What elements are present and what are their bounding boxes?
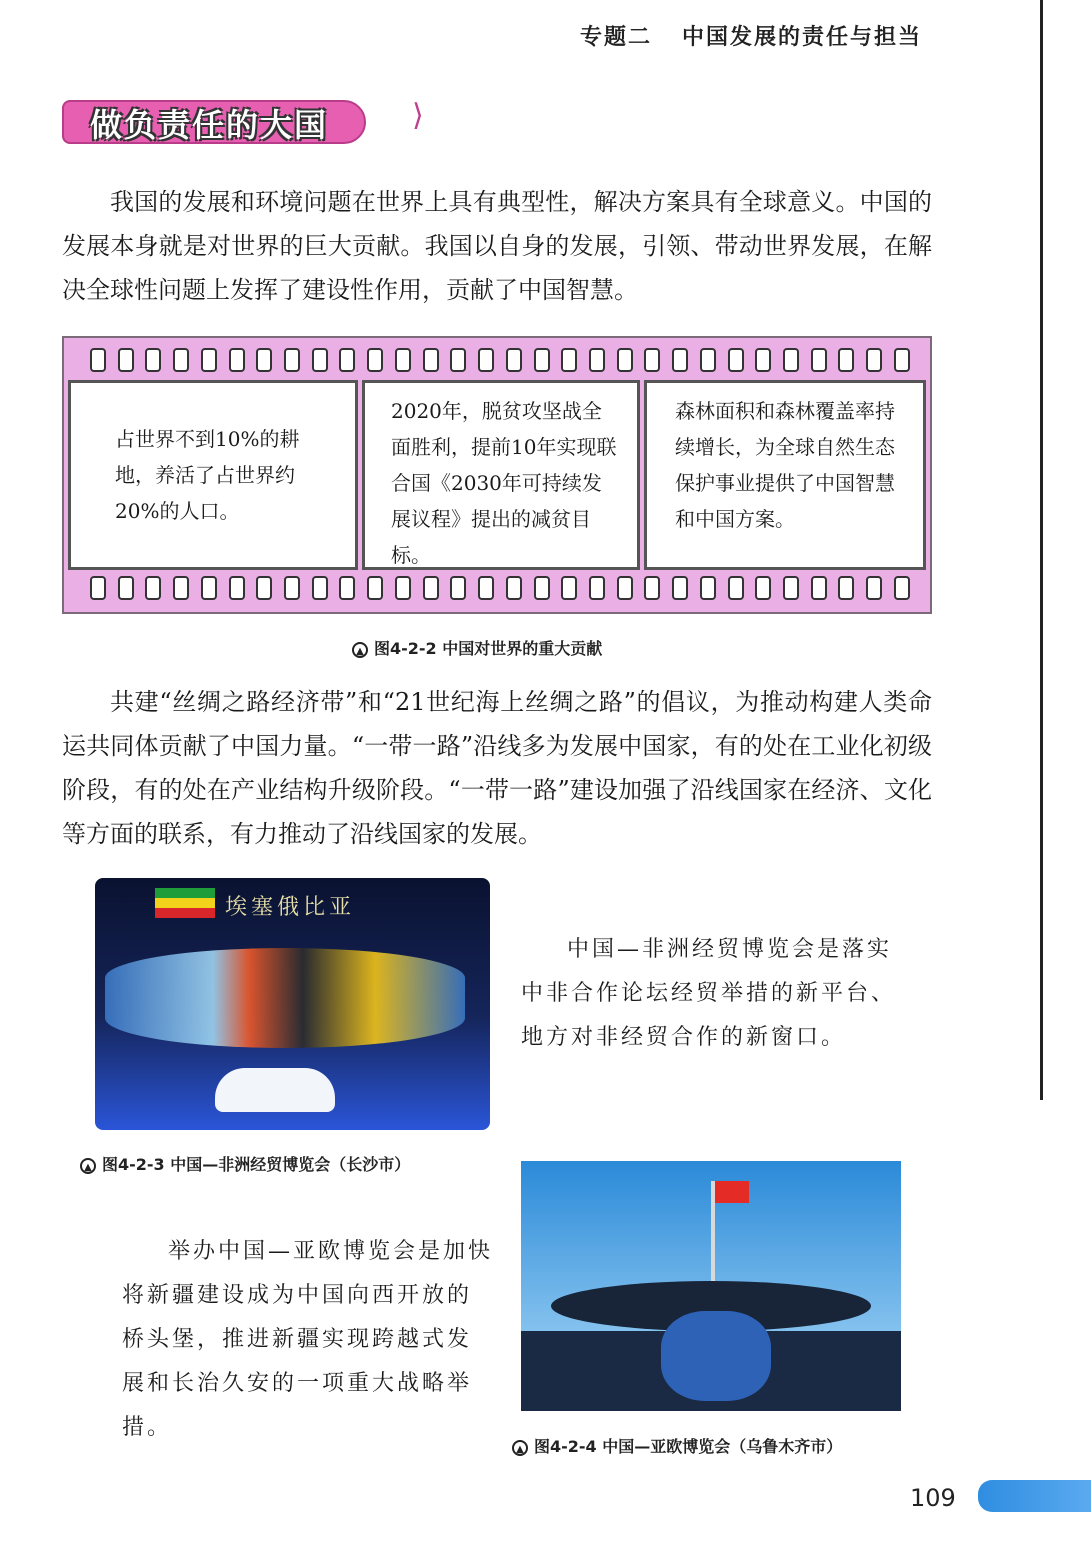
section-title: 做负责任的大国 [90,106,329,144]
banner-bracket-icon: ⟩ [412,98,424,133]
film-frame-2: 2020年，脱贫攻坚战全面胜利，提前10年实现联合国《2030年可持续发展议程》提出的减贫目标。 [362,380,640,570]
caption-text: 图4-2-4 中国—亚欧博览会（乌鲁木齐市） [534,1437,843,1456]
eurasia-expo-note: 举办中国—亚欧博览会是加快将新疆建设成为中国向西开放的桥头堡，推进新疆实现跨越式发展和长治久安的一项重大战略举措。 [122,1239,494,1440]
page-tab-decoration [978,1480,1091,1512]
caption-text: 图4-2-2 中国对世界的重大贡献 [374,639,603,658]
film-frame-1: 占世界不到10%的耕地，养活了占世界约20%的人口。 [68,380,358,570]
running-header [580,20,922,51]
header-title: 中国发展的责任与担当 [682,25,923,50]
figure-caption-4-2-4 [512,1434,842,1457]
plaza-sculpture [661,1311,771,1401]
africa-expo-photo [95,878,490,1130]
film-holes-bottom [90,576,910,602]
exhibit-stage [215,1068,335,1112]
section-banner [62,96,424,146]
figure-caption-4-2-2 [352,636,602,659]
belt-road-paragraph: 共建“丝绸之路经济带”和“21世纪海上丝绸之路”的倡议，为推动构建人类命运共同体贡献了中国力量。“一带一路”沿线多为发展中国家，有的处在工业化初级阶段，有的处在产业结构升级阶段。“一带一路”建设加强了沿线国家在经济、文化等方面的联系，有力推动了沿线国家的发展。 [62,688,932,848]
curved-screen [105,948,465,1048]
film-holes-top [90,348,910,374]
page-edge-rule [1040,0,1043,1100]
film-frame-3: 森林面积和森林覆盖率持续增长，为全球自然生态保护事业提供了中国智慧和中国方案。 [644,380,926,570]
africa-expo-note: 中国—非洲经贸博览会是落实中非合作论坛经贸举措的新平台、地方对非经贸合作的新窗口。 [521,937,897,1050]
caption-marker-icon: ▲ [80,1158,96,1174]
eurasia-expo-photo [521,1161,901,1411]
header-topic: 专题二 [580,25,653,50]
filmstrip-figure [62,336,932,614]
caption-text: 图4-2-3 中国—非洲经贸博览会（长沙市） [102,1155,411,1174]
caption-marker-icon: ▲ [352,642,368,658]
booth-sign: 埃塞俄比亚 [225,895,356,920]
ethiopia-flag [155,888,215,918]
intro-paragraph: 我国的发展和环境问题在世界上具有典型性，解决方案具有全球意义。中国的发展本身就是对世界的巨大贡献。我国以自身的发展，引领、带动世界发展，在解决全球性问题上发挥了建设性作用，贡献了中国智慧。 [62,188,932,304]
page-number: 109 [910,1484,956,1512]
caption-marker-icon: ▲ [512,1440,528,1456]
national-flag [715,1181,749,1203]
figure-caption-4-2-3 [80,1152,410,1175]
